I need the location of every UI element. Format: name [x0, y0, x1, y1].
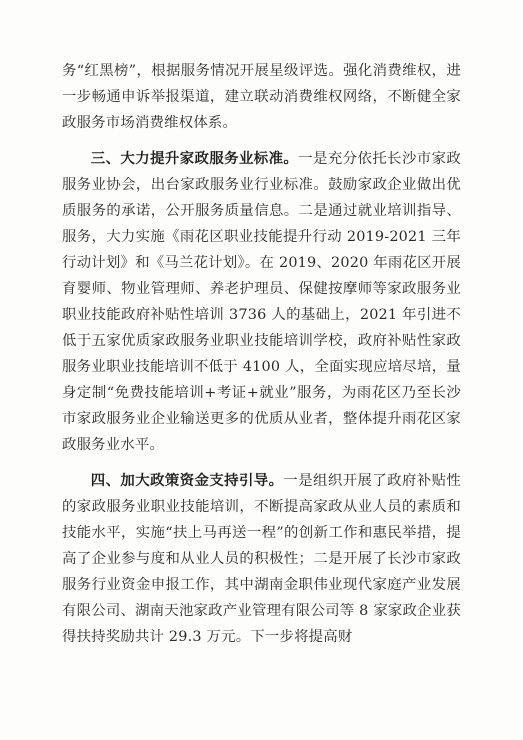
- section-three-paragraph: [62, 146, 461, 458]
- document-body: [62, 58, 461, 650]
- section-three-heading: 三、大力提升家政服务业标准。: [90, 151, 299, 167]
- paragraph-consumer-rights-text: 务“红黑榜”，根据服务情况开展星级评选。强化消费维权，进一步畅通申诉举报渠道，建立联动消费维权网络，不断健全家政服务市场消费维权体系。: [62, 63, 461, 131]
- paragraph-gap: [62, 458, 461, 468]
- paragraph-gap: [62, 136, 461, 146]
- section-four-heading: 四、加大政策资金支持引导。: [90, 473, 284, 489]
- section-three-body: 一是充分依托长沙市家政服务业协会，出台家政服务业行业标准。鼓励家政企业做出优质服务的承诺，公开服务质量信息。二是通过就业培训指导、服务，大力实施《雨花区职业技能提升行动 2019-2021 三年行动计划》和《马兰花计划》。在 2019、2020 年雨花区开展育婴师、物业管理师、养老护理员、保健按摩师等家政服务业职业技能政府补贴性培训 3736 人的基础上，2021 年引进不低于五家优质家政服务业职业技能培训学校，政府补贴性家政服务业职业技能培训不低于 4100 人，全面实现应培尽培，量身定制“免费技能培训+考证+就业”服务，为雨花区乃至长沙市家政服务业企业输送更多的优质从业者，整体提升雨花区家政服务业水平。: [62, 151, 461, 453]
- section-four-paragraph: [62, 468, 461, 650]
- section-four-body: 一是组织开展了政府补贴性的家政服务业职业技能培训，不断提高家政从业人员的素质和技能水平，实施“扶上马再送一程”的创新工作和惠民举措，提高了企业参与度和从业人员的积极性；二是开展了长沙市家政服务行业资金申报工作，其中湖南金职伟业现代家庭产业发展有限公司、湖南天池家政产业管理有限公司等 8 家家政企业获得扶持奖励共计 29.3 万元。下一步将提高财: [62, 473, 461, 645]
- paragraph-consumer-rights: [62, 58, 461, 136]
